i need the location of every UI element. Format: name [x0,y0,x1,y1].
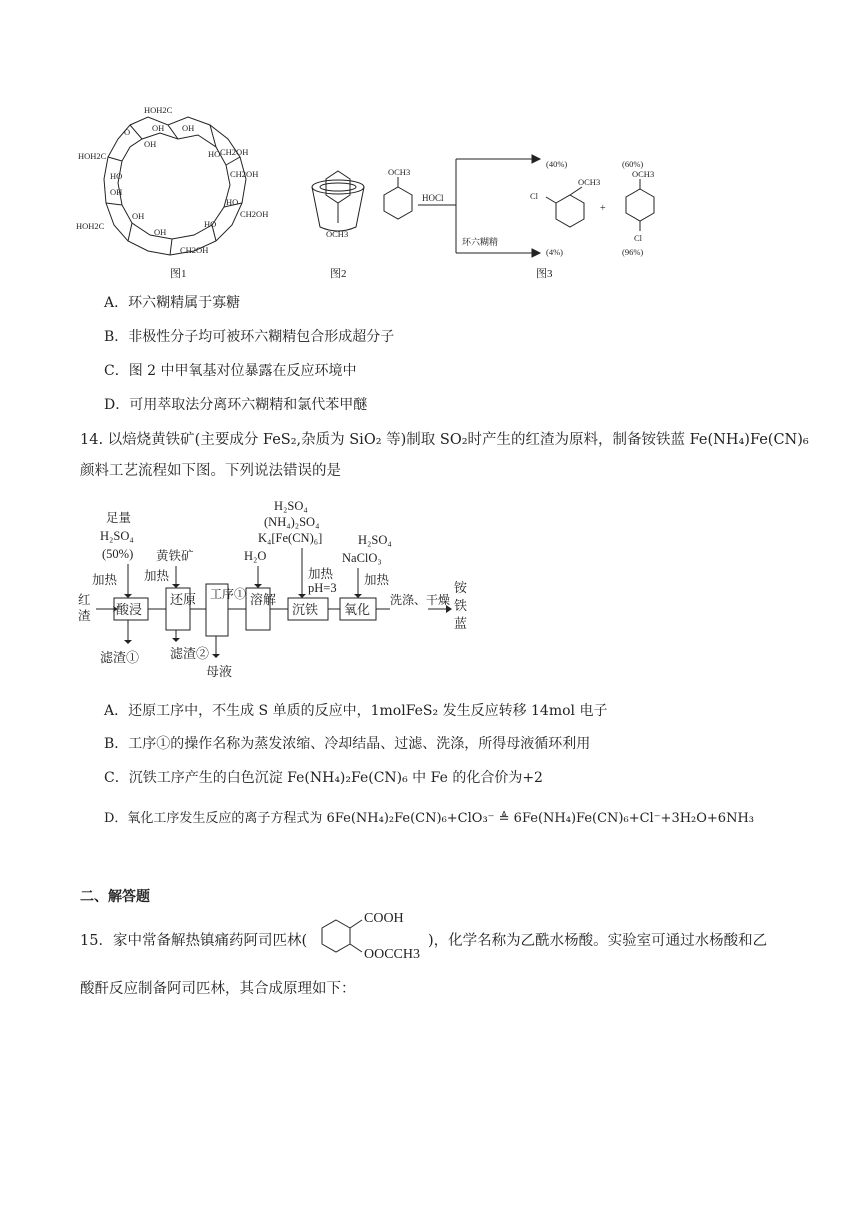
svg-text:HOH2C: HOH2C [78,151,107,161]
plus-sign: + [600,203,606,214]
svg-text:OH: OH [132,211,145,221]
svg-text:渣: 渣 [78,609,91,623]
svg-text:HOH2C: HOH2C [144,105,173,115]
q15-line1-b: )，化学名称为乙酰水杨酸。实验室可通过水杨酸和乙 [428,933,768,949]
svg-text:氧化: 氧化 [344,602,371,617]
fig2-caption: 图2 [330,268,347,280]
svg-text:红: 红 [78,593,91,607]
para-product [626,179,654,231]
reagent-label: HOCl [422,193,444,203]
svg-text:HO: HO [226,197,239,207]
svg-text:OOCCH3: OOCCH3 [364,947,421,962]
q14-stem-line2: 颜料工艺流程如下图。下列说法错误的是 [80,463,341,479]
svg-text:CH2OH: CH2OH [180,245,209,255]
svg-text:OH: OH [182,123,195,133]
svg-text:滤渣②: 滤渣② [170,646,210,661]
q15-line2: 酸酐反应制备阿司匹林，其合成原理如下： [80,981,356,997]
ortho-pct: (40%) [546,159,568,169]
ortho-pct-cd: (4%) [546,247,563,257]
svg-text:还原: 还原 [170,592,197,607]
inclusion-complex [312,171,364,231]
aspirin-structure [312,904,432,968]
reactant-group: OCH3 [388,167,411,177]
svg-text:HO: HO [208,149,221,159]
svg-text:加热: 加热 [308,567,334,581]
svg-text:H₂SO₄: H₂SO₄ [358,533,392,547]
svg-text:OH: OH [154,227,167,237]
svg-text:HO: HO [204,219,217,229]
svg-text:NaClO₃: NaClO₃ [342,551,382,565]
svg-text:H₂SO₄: H₂SO₄ [274,499,308,513]
condition-label: 环六糊精 [462,237,499,247]
ortho-ome: OCH3 [578,177,601,187]
svg-text:洗涤、干燥: 洗涤、干燥 [390,593,451,607]
svg-text:滤渣①: 滤渣① [100,650,140,665]
q15-line1-a: 15．家中常备解热镇痛药阿司匹林( [80,933,308,949]
q13-option-b: B．非极性分子均可被环六糊精包合形成超分子 [104,329,395,345]
q14-option-c: C．沉铁工序产生的白色沉淀 Fe(NH₄)₂Fe(CN)₆ 中 Fe 的化合价为+2 [104,770,543,786]
q13-option-d: D．可用萃取法分离环六糊精和氯代苯甲醚 [104,397,368,413]
svg-text:工序①: 工序① [210,587,247,601]
fig2-group: OCH3 [326,229,349,239]
ortho-cl: Cl [530,191,539,201]
svg-text:H₂SO₄: H₂SO₄ [100,529,134,543]
q14-option-a: A．还原工序中，不生成 S 单质的反应中，1molFeS₂ 发生反应转移 14mol 电子 [104,703,608,719]
svg-text:pH=3: pH=3 [308,581,337,595]
svg-text:铵: 铵 [454,580,468,595]
svg-text:COOH: COOH [364,911,404,926]
fig1-caption: 图1 [170,268,187,280]
q13-option-c: C．图 2 中甲氧基对位暴露在反应环境中 [104,363,357,379]
figure-row [70,95,690,287]
svg-text:K₄[Fe(CN)₆]: K₄[Fe(CN)₆] [258,531,323,545]
svg-text:HO: HO [110,171,123,181]
svg-text:蓝: 蓝 [454,616,468,631]
para-pct-cd: (96%) [622,247,644,257]
q13-option-a: A．环六糊精属于寡糖 [104,295,241,311]
svg-text:OH: OH [152,123,165,133]
svg-text:OH: OH [110,187,123,197]
svg-text:HOH2C: HOH2C [76,221,105,231]
svg-text:加热: 加热 [364,573,390,587]
para-cl: Cl [634,233,643,243]
ortho-product [546,187,584,227]
svg-text:(NH₄)₂SO₄: (NH₄)₂SO₄ [264,515,320,529]
q14-option-d: D．氧化工序发生反应的离子方程式为 6Fe(NH₄)₂Fe(CN)₆+ClO₃⁻ ≜ 6Fe(NH₄)Fe(CN)₆+Cl⁻+3H₂O+6NH₃ [104,811,755,826]
q14-option-b: B．工序①的操作名称为蒸发浓缩、冷却结晶、过滤、洗涤，所得母液循环利用 [104,736,591,752]
svg-text:O: O [124,127,131,137]
para-pct: (60%) [622,159,644,169]
svg-text:OH: OH [144,139,157,149]
para-ome: OCH3 [632,169,655,179]
svg-text:沉铁: 沉铁 [292,602,319,617]
svg-text:铁: 铁 [454,598,468,613]
svg-text:(50%): (50%) [102,547,134,561]
svg-text:黄铁矿: 黄铁矿 [156,549,194,563]
svg-text:CH2OH: CH2OH [220,147,249,157]
svg-text:加热: 加热 [92,573,118,587]
cyclodextrin-structure [104,117,249,255]
anisole-reactant [384,177,412,219]
q14-stem-line1: 14. 以焙烧黄铁矿(主要成分 FeS₂,杂质为 SiO₂ 等)制取 SO₂时产生的红渣为原料，制备铵铁蓝 Fe(NH₄)Fe(CN)₆ [80,432,809,448]
process-flowchart [76,492,476,684]
svg-text:CH2OH: CH2OH [230,169,259,179]
svg-text:足量: 足量 [106,511,132,525]
svg-text:酸浸: 酸浸 [116,602,143,617]
fig3-caption: 图3 [536,268,553,280]
svg-text:加热: 加热 [144,569,170,583]
svg-text:H₂O: H₂O [244,549,267,563]
svg-text:溶解: 溶解 [250,592,277,607]
svg-text:CH2OH: CH2OH [240,209,269,219]
svg-text:母液: 母液 [206,664,233,679]
section-title: 二、解答题 [80,889,150,905]
cyclodextrin-labels [76,105,268,255]
